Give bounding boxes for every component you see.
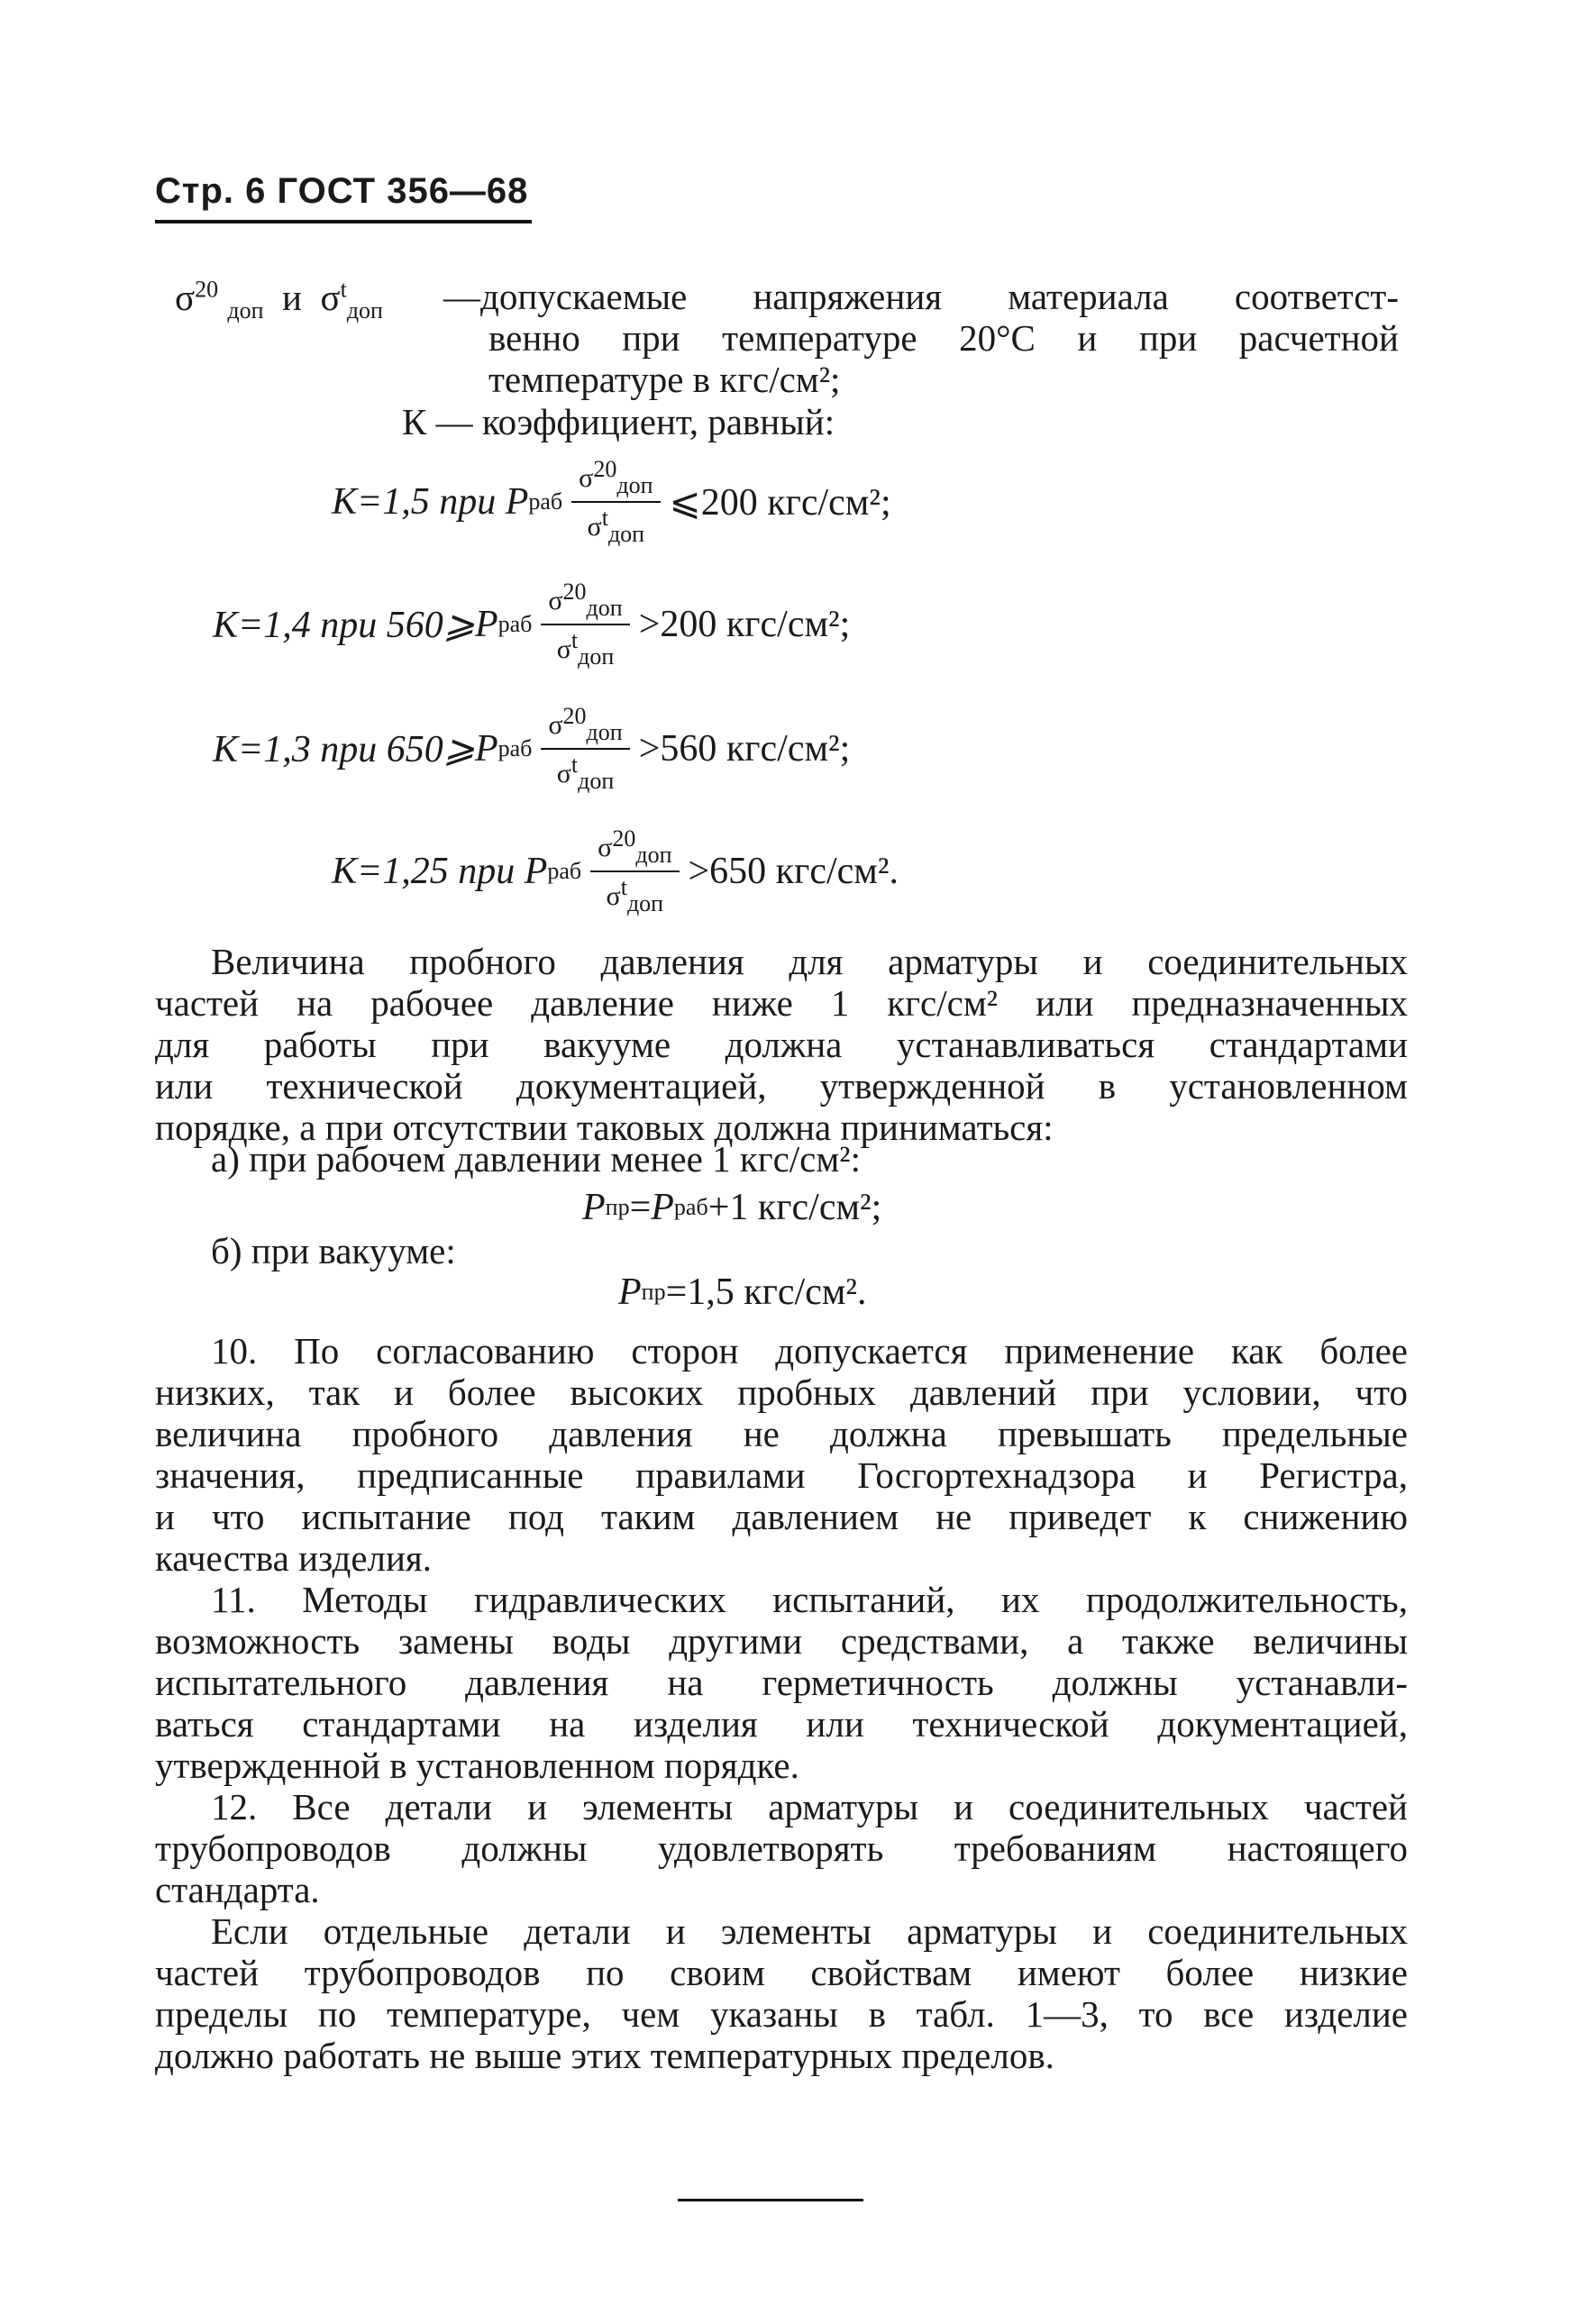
paragraph-line: низких, так и более высоких пробных давлений при условии, что bbox=[155, 1372, 1408, 1413]
paragraph-line: должно работать не выше этих температурных пределов. bbox=[155, 2035, 1054, 2076]
end-rule bbox=[678, 2199, 863, 2201]
paragraph-section-10 bbox=[155, 1330, 1408, 1579]
paragraph-line: качества изделия. bbox=[155, 1537, 433, 1579]
paragraph-probe-pressure bbox=[155, 941, 1408, 1148]
paragraph-line: порядке, а при отсутствии таковых должна приниматься: bbox=[155, 1107, 1054, 1148]
paragraph-line: и что испытание под таким давлением не приведет к снижению bbox=[155, 1496, 1408, 1537]
paragraph-line: величина пробного давления не должна превышать предельные bbox=[155, 1413, 1408, 1454]
sigma-sup-t: t bbox=[340, 276, 347, 303]
sigma-symbol: σ bbox=[175, 277, 196, 318]
formula-b: Р пр =1,5 кгс/см². bbox=[618, 1271, 867, 1313]
definition-line: венно при температуре 20°С и при расчетной bbox=[488, 317, 1399, 359]
paragraph-section-11 bbox=[155, 1579, 1408, 1786]
paragraph-line: пределы по температуре, чем указаны в табл. 1—3, то все изделие bbox=[155, 1993, 1408, 2035]
definition-line: температуре в кгс/см²; bbox=[488, 359, 841, 400]
sigma-ratio-fraction: $\frac{\sigma^{20}_{доп}}{\sigma^t_{доп}}$ bbox=[541, 701, 629, 797]
definition-line: —допускаемые напряжения материала соответст- bbox=[443, 276, 1399, 317]
formula-a: Р пр = Р раб +1 кгс/см²; bbox=[582, 1187, 882, 1228]
k-definition: К — коэффициент, равный: bbox=[402, 401, 835, 442]
formula-relation: >200 кгс/см²; bbox=[638, 604, 851, 645]
formula-k-text: К=1,25 при bbox=[332, 851, 516, 892]
formula-p-sub: раб bbox=[528, 488, 563, 515]
paragraph-line: испытательного давления на герметичность должны устанавли- bbox=[155, 1662, 1408, 1703]
paragraph-final bbox=[155, 1910, 1408, 2076]
sigma-ratio-fraction: $\frac{\sigma^{20}_{доп}}{\sigma^t_{доп}}$ bbox=[541, 577, 629, 672]
paragraph-line: утвержденной в установленном порядке. bbox=[155, 1745, 799, 1786]
paragraph-line: стандарта. bbox=[155, 1869, 320, 1910]
paragraph-line: ваться стандартами на изделия или технической документацией, bbox=[155, 1703, 1408, 1745]
sigma-sup-20: 20 bbox=[195, 276, 219, 303]
definition-lines bbox=[443, 276, 1399, 400]
paragraph-line: 10. По согласованию сторон допускается применение как более bbox=[211, 1330, 1408, 1372]
paragraph-line: для работы при вакууме должна устанавливаться стандартами bbox=[155, 1024, 1408, 1065]
formula-p-sub: раб bbox=[547, 858, 582, 884]
sigma-symbol-t: σ bbox=[320, 277, 341, 318]
paragraph-line: частей трубопроводов по своим свойствам имеют более низкие bbox=[155, 1952, 1408, 1993]
formula-k-text: К=1,3 при 650⩾ bbox=[213, 729, 475, 770]
item-a: а) при рабочем давлении менее 1 кгс/см²: bbox=[211, 1138, 861, 1180]
paragraph-line: возможность замены воды другими средствами, а также величины bbox=[155, 1620, 1408, 1662]
paragraph-line: значения, предписанные правилами Госгортехнадзора и Регистра, bbox=[155, 1454, 1408, 1496]
item-b: б) при вакууме: bbox=[211, 1230, 456, 1271]
definition-symbols bbox=[175, 276, 383, 324]
formula-p-sub: раб bbox=[497, 611, 533, 637]
paragraph-section-12 bbox=[155, 1786, 1408, 1910]
paragraph-line: трубопроводов должны удовлетворять требованиям настоящего bbox=[155, 1827, 1408, 1869]
formula-p: Р bbox=[505, 481, 529, 523]
formula-relation: >650 кгс/см². bbox=[688, 851, 899, 892]
formula-k-text: К=1,4 при 560⩾ bbox=[213, 605, 475, 646]
paragraph-line: Величина пробного давления для арматуры и соединительных bbox=[211, 941, 1408, 982]
formula-k-text: К=1,5 при bbox=[332, 481, 497, 523]
formula-p: Р bbox=[474, 728, 498, 770]
sigma-sub-dop-t: доп bbox=[346, 297, 383, 324]
k-formula-2 bbox=[213, 577, 850, 672]
paragraph-line: 12. Все детали и элементы арматуры и соединительных частей bbox=[211, 1786, 1408, 1827]
formula-p: Р bbox=[474, 604, 498, 645]
paragraph-line: Если отдельные детали и элементы арматуры и соединительных bbox=[211, 1910, 1408, 1952]
page-header: Стр. 6 ГОСТ 356—68 bbox=[155, 171, 529, 211]
k-formula-3 bbox=[213, 701, 850, 797]
formula-relation: >560 кгс/см²; bbox=[638, 728, 851, 770]
sigma-sub-dop: доп bbox=[227, 297, 264, 324]
formula-p-sub: раб bbox=[497, 735, 533, 761]
formula-p: Р bbox=[524, 851, 548, 892]
sigma-ratio-fraction: $\frac{\sigma^{20}_{доп}}{\sigma^t_{доп}}$ bbox=[590, 824, 679, 919]
paragraph-line: частей на рабочее давление ниже 1 кгс/см² или предназначенных bbox=[155, 982, 1408, 1024]
and-word: и bbox=[282, 277, 302, 318]
formula-relation: ⩽200 кгс/см²; bbox=[669, 482, 891, 524]
k-formula-4 bbox=[332, 824, 899, 919]
paragraph-line: 11. Методы гидравлических испытаний, их продолжительность, bbox=[211, 1579, 1408, 1620]
paragraph-line: или технической документацией, утвержденной в установленном bbox=[155, 1065, 1408, 1107]
k-formula-1 bbox=[332, 454, 891, 550]
header-rule bbox=[155, 220, 532, 223]
sigma-ratio-fraction: $\frac{\sigma^{20}_{доп}}{\sigma^t_{доп}}$ bbox=[571, 454, 660, 550]
